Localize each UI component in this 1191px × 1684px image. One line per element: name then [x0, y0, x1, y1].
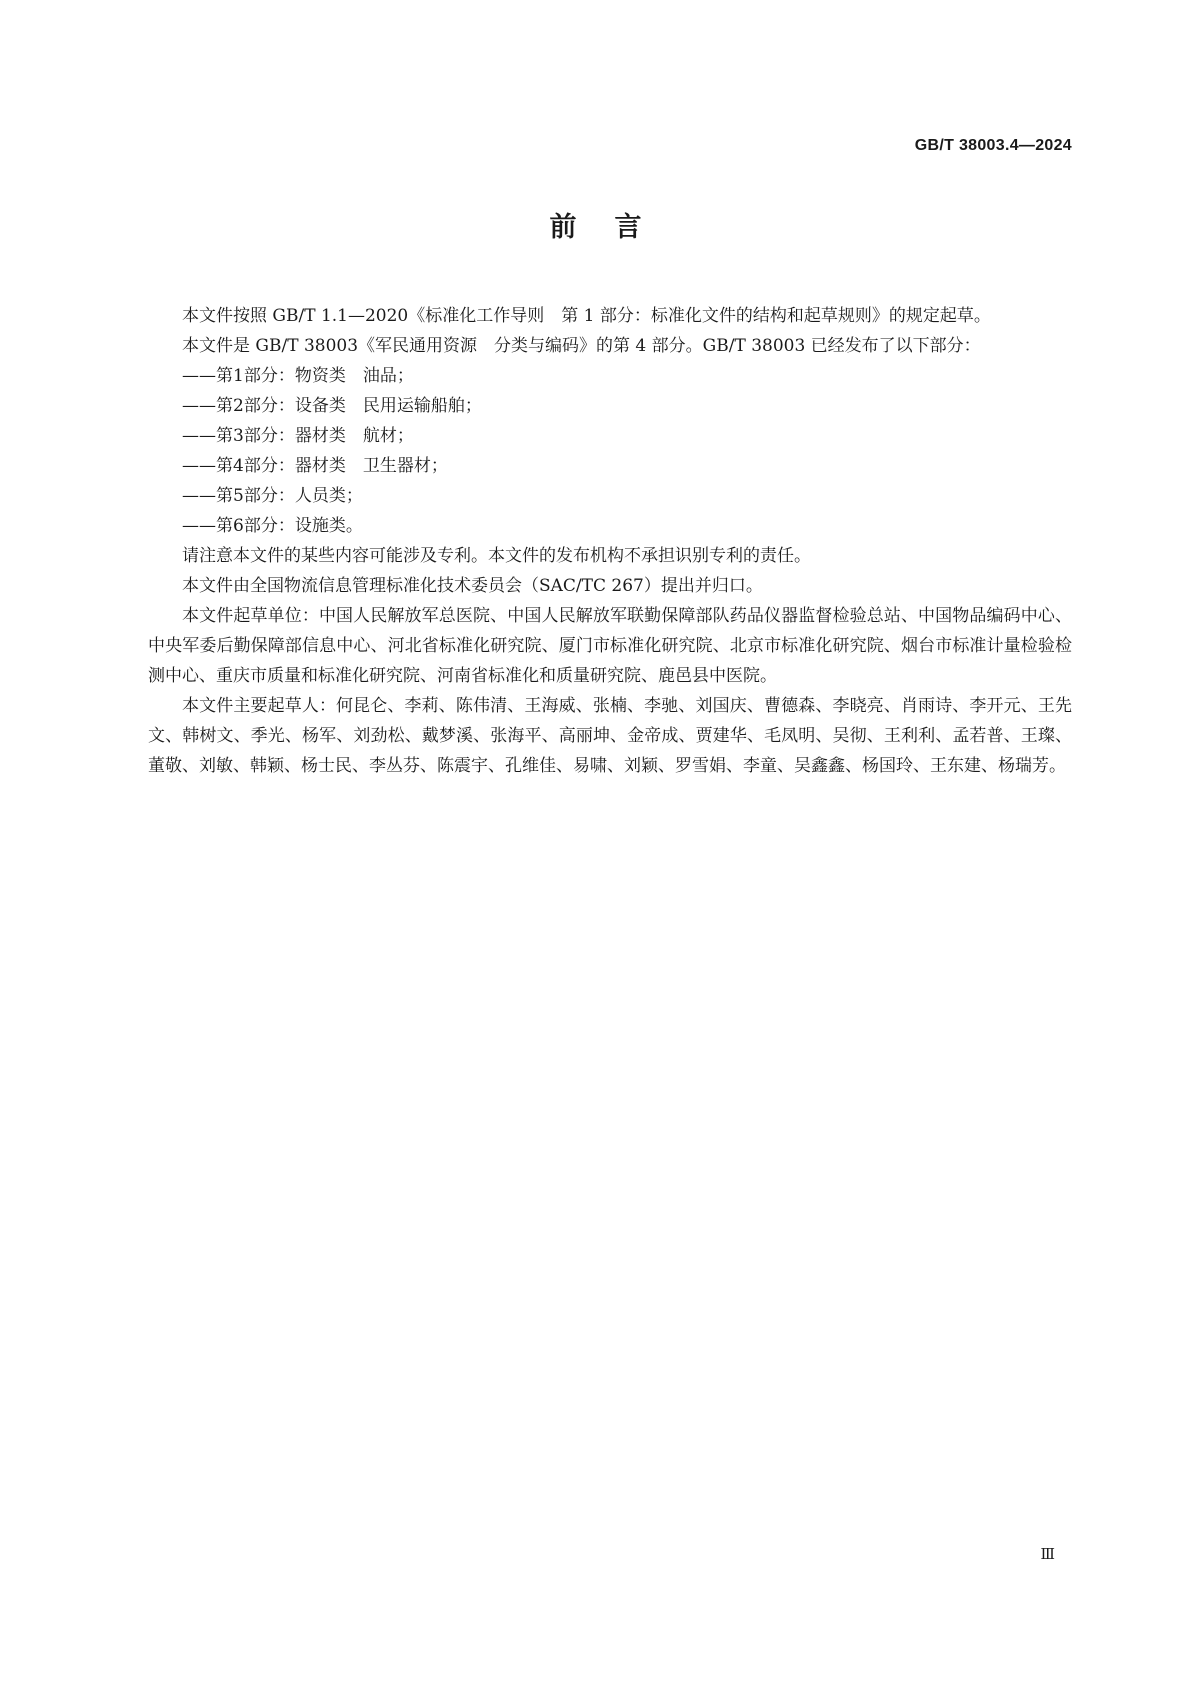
list-item: ——第1部分：物资类 油品； [182, 366, 414, 386]
paragraph-patent-notice: 请注意本文件的某些内容可能涉及专利。本文件的发布机构不承担识别专利的责任。 [182, 546, 811, 566]
list-item: ——第3部分：器材类 航材； [182, 426, 414, 446]
page-title: 前言 [549, 212, 680, 243]
list-item: ——第4部分：器材类 卫生器材； [182, 456, 448, 476]
paragraph-drafting-units: 本文件起草单位：中国人民解放军总医院、中国人民解放军联勤保障部队药品仪器监督检验总站、中国物品编码中心、中央军委后勤保障部信息中心、河北省标准化研究院、厦门市标准化研究院、北京市标准化研究院、烟台市标准计量检验检测中心、重庆市质量和标准化研究院、河南省标准化和质量研究院、鹿邑县中医院。 [148, 606, 1072, 686]
standard-code: GB/T 38003.4—2024 [914, 137, 1072, 154]
list-item: ——第2部分：设备类 民用运输船舶； [182, 396, 482, 416]
parts-list [148, 361, 1072, 541]
list-item: ——第6部分：设施类。 [182, 516, 363, 536]
list-item: ——第5部分：人员类； [182, 486, 363, 506]
paragraph-drafters: 本文件主要起草人：何昆仑、李莉、陈伟清、王海威、张楠、李驰、刘国庆、曹德森、李晓亮、肖雨诗、李开元、王先文、韩树文、季光、杨军、刘劲松、戴梦溪、张海平、高丽坤、金帝成、贾建华、毛凤明、吴彻、王利利、孟若普、王璨、董敬、刘敏、韩颖、杨士民、李丛芬、陈震宇、孔维佳、易啸、刘颖、罗雪娟、李童、吴鑫鑫、杨国玲、王东建、杨瑞芳。 [148, 696, 1072, 776]
paragraph-series-intro: 本文件是 GB/T 38003《军民通用资源 分类与编码》的第 4 部分。GB/T 38003 已经发布了以下部分： [182, 336, 981, 356]
paragraph-proposer: 本文件由全国物流信息管理标准化技术委员会（SAC/TC 267）提出并归口。 [182, 576, 763, 596]
document-body [148, 301, 1072, 781]
page-number: Ⅲ [1040, 1545, 1055, 1563]
paragraph-drafting-rules: 本文件按照 GB/T 1.1—2020《标准化工作导则 第 1 部分：标准化文件的结构和起草规则》的规定起草。 [182, 306, 991, 326]
